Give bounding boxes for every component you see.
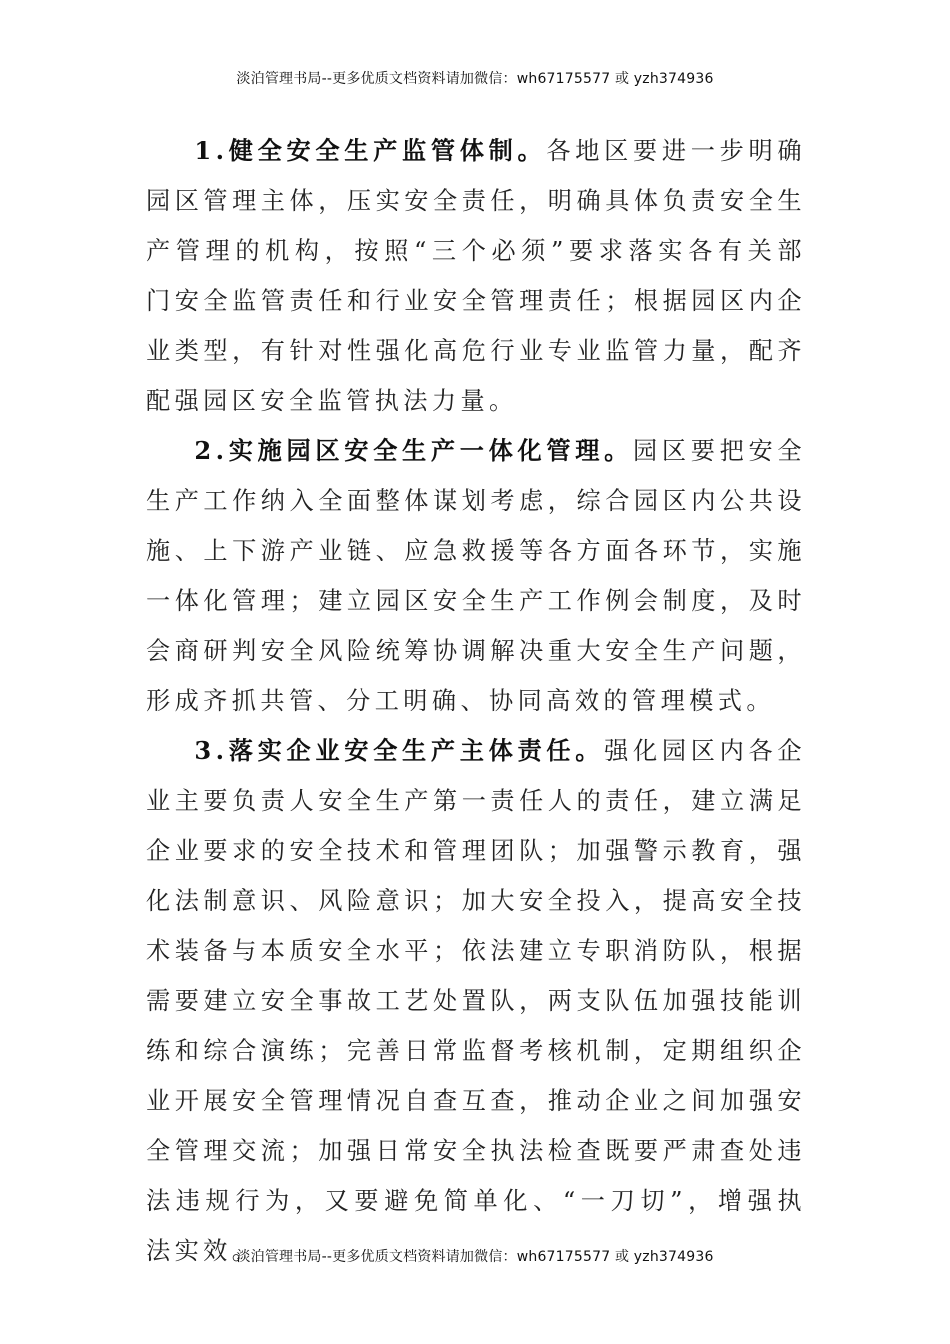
paragraph-3-text: 强化园区内各企业主要负责人安全生产第一责任人的责任，建立满足企业要求的安全技术和管理团队；加强警示教育，强化法制意识、风险意识；加大安全投入，提高安全技术装备与本质安全水平；依法建立专职消防队，根据需要建立安全事故工艺处置队，两支队伍加强技能训练和综合演练；完善日常监督考核机制，定期组织企业开展安全管理情况自查互查，推动企业之间加强安全管理交流；加强日常安全执法检查既要严肃查处违法违规行为，又要避免简单化、“一刀切”，增强执法实效。 (146, 737, 806, 1265)
paragraph-2-heading: 2.实施园区安全生产一体化管理。 (194, 436, 634, 465)
page-footer: 淡泊管理书局--更多优质文档资料请加微信：wh67175577 或 yzh374936 (236, 1249, 714, 1265)
page-header: 淡泊管理书局--更多优质文档资料请加微信：wh67175577 或 yzh374936 (236, 71, 714, 87)
paragraph-1 (146, 126, 806, 426)
paragraph-1-heading: 1.健全安全生产监管体制。 (194, 136, 547, 165)
paragraph-1-text: 各地区要进一步明确园区管理主体，压实安全责任，明确具体负责安全生产管理的机构，按照“三个必须”要求落实各有关部门安全监管责任和行业安全管理责任；根据园区内企业类型，有针对性强化高危行业专业监管力量，配齐配强园区安全监管执法力量。 (146, 137, 806, 415)
document-body (146, 126, 806, 1276)
paragraph-2-text: 园区要把安全生产工作纳入全面整体谋划考虑，综合园区内公共设施、上下游产业链、应急救援等各方面各环节，实施一体化管理；建立园区安全生产工作例会制度，及时会商研判安全风险统筹协调解决重大安全生产问题，形成齐抓共管、分工明确、协同高效的管理模式。 (146, 437, 806, 715)
paragraph-3 (146, 726, 806, 1276)
paragraph-2 (146, 426, 806, 726)
paragraph-3-heading: 3.落实企业安全生产主体责任。 (194, 736, 605, 765)
